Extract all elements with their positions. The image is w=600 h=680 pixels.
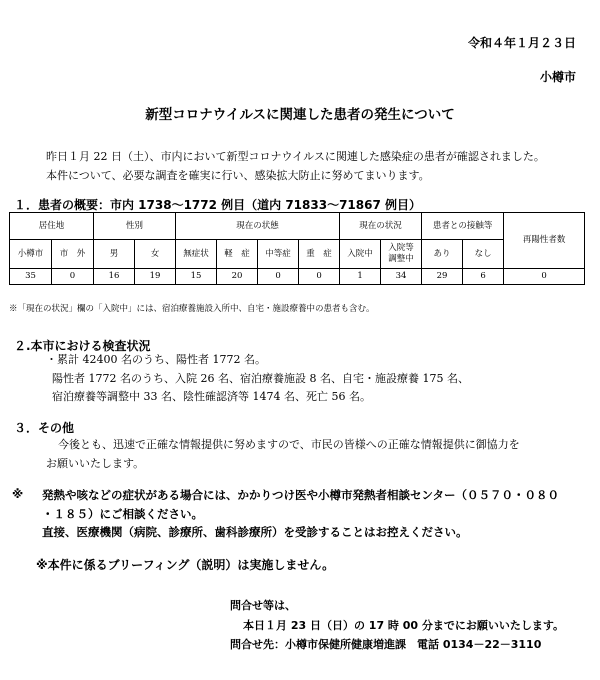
subheader-otaru: 小樽市 [10,240,52,269]
subheader-mild: 軽 症 [217,240,258,269]
testing-breakdown-line-1: 陽性者 1772 名のうち、入院 26 名、宿泊療養施設 8 名、自宅・施設療養 175 名、 [52,372,469,385]
table-footnote: ※「現在の状況」欄の「入院中」には、宿泊療養施設入所中、自宅・施設療養中の患者も含む。 [9,304,375,314]
value-contact-no: 6 [463,269,504,285]
section-3-heading: ３．その他 [14,421,75,435]
other-paragraph-line-2: お願いいたします。 [46,457,145,470]
subheader-contact-no: なし [463,240,504,269]
header-repositive: 再陽性者数 [504,213,585,269]
subheader-adjusting [381,240,422,269]
value-repositive: 0 [504,269,585,285]
section-2-heading: ２.本市における検査状況 [14,339,151,353]
subheader-contact-yes: あり [422,240,463,269]
value-outside: 0 [52,269,94,285]
header-residence: 居住地 [10,213,94,240]
value-contact-yes: 29 [422,269,463,285]
contact-deadline: 本日１月 23 日（日）の 17 時 00 分までにお願いいたします。 [243,619,565,632]
value-female: 19 [135,269,176,285]
value-hospitalized: 1 [340,269,381,285]
adjusting-line-1: 入院等 [388,243,414,254]
patient-summary-table [9,212,585,285]
other-paragraph-line-1: 今後とも、迅速で正確な情報提供に努めますので、市民の皆様への正確な情報提供に御協力を [58,438,520,451]
issuing-organization: 小樽市 [539,70,576,84]
briefing-notice: ※本件に係るブリーフィング（説明）は実施しません。 [36,558,335,572]
value-moderate: 0 [258,269,299,285]
value-adjusting: 34 [381,269,422,285]
warning-line-2: ・１８５）にご相談ください。 [42,507,203,521]
header-status: 現在の状況 [340,213,422,240]
value-asymptomatic: 15 [176,269,217,285]
contact-department-phone: 問合せ先：小樽市保健所健康増進課 電話 0134－22－3110 [230,638,542,651]
header-gender: 性別 [94,213,176,240]
testing-breakdown-line-2: 宿泊療養等調整中 33 名、陰性確認済等 1474 名、死亡 56 名。 [52,390,371,403]
document-date: 令和４年１月２３日 [467,36,576,50]
header-contact: 患者との接触等 [422,213,504,240]
testing-total-line: ・累計 42400 名のうち、陽性者 1772 名。 [46,353,266,366]
warning-line-1: 発熱や咳などの症状がある場合には、かかりつけ医や小樽市発熱者相談センター（０５７０・０８０ [42,488,560,502]
value-severe: 0 [299,269,340,285]
subheader-asymptomatic: 無症状 [176,240,217,269]
subheader-outside: 市 外 [52,240,94,269]
value-male: 16 [94,269,135,285]
intro-paragraph-line-1: 昨日１月 22 日（土）、市内において新型コロナウイルスに関連した感染症の患者が確認されました。 [46,150,545,163]
subheader-severe: 重 症 [299,240,340,269]
contact-intro: 問合せ等は、 [230,599,296,612]
intro-paragraph-line-2: 本件について、必要な調査を確実に行い、感染拡大防止に努めてまいります。 [46,169,430,182]
subheader-female: 女 [135,240,176,269]
value-mild: 20 [217,269,258,285]
subheader-moderate: 中等症 [258,240,299,269]
warning-line-3: 直接、医療機関（病院、診療所、歯科診療所）を受診することはお控えください。 [42,525,468,539]
header-condition: 現在の状態 [176,213,340,240]
warning-mark: ※ [12,487,24,501]
subheader-male: 男 [94,240,135,269]
subheader-hospitalized: 入院中 [340,240,381,269]
document-title: 新型コロナウイルスに関連した患者の発生について [145,107,455,123]
section-1-heading: １．患者の概要：市内 1738～1772 例目（道内 71833～71867 例目） [14,198,422,212]
value-otaru: 35 [10,269,52,285]
adjusting-line-2: 調整中 [388,254,414,264]
